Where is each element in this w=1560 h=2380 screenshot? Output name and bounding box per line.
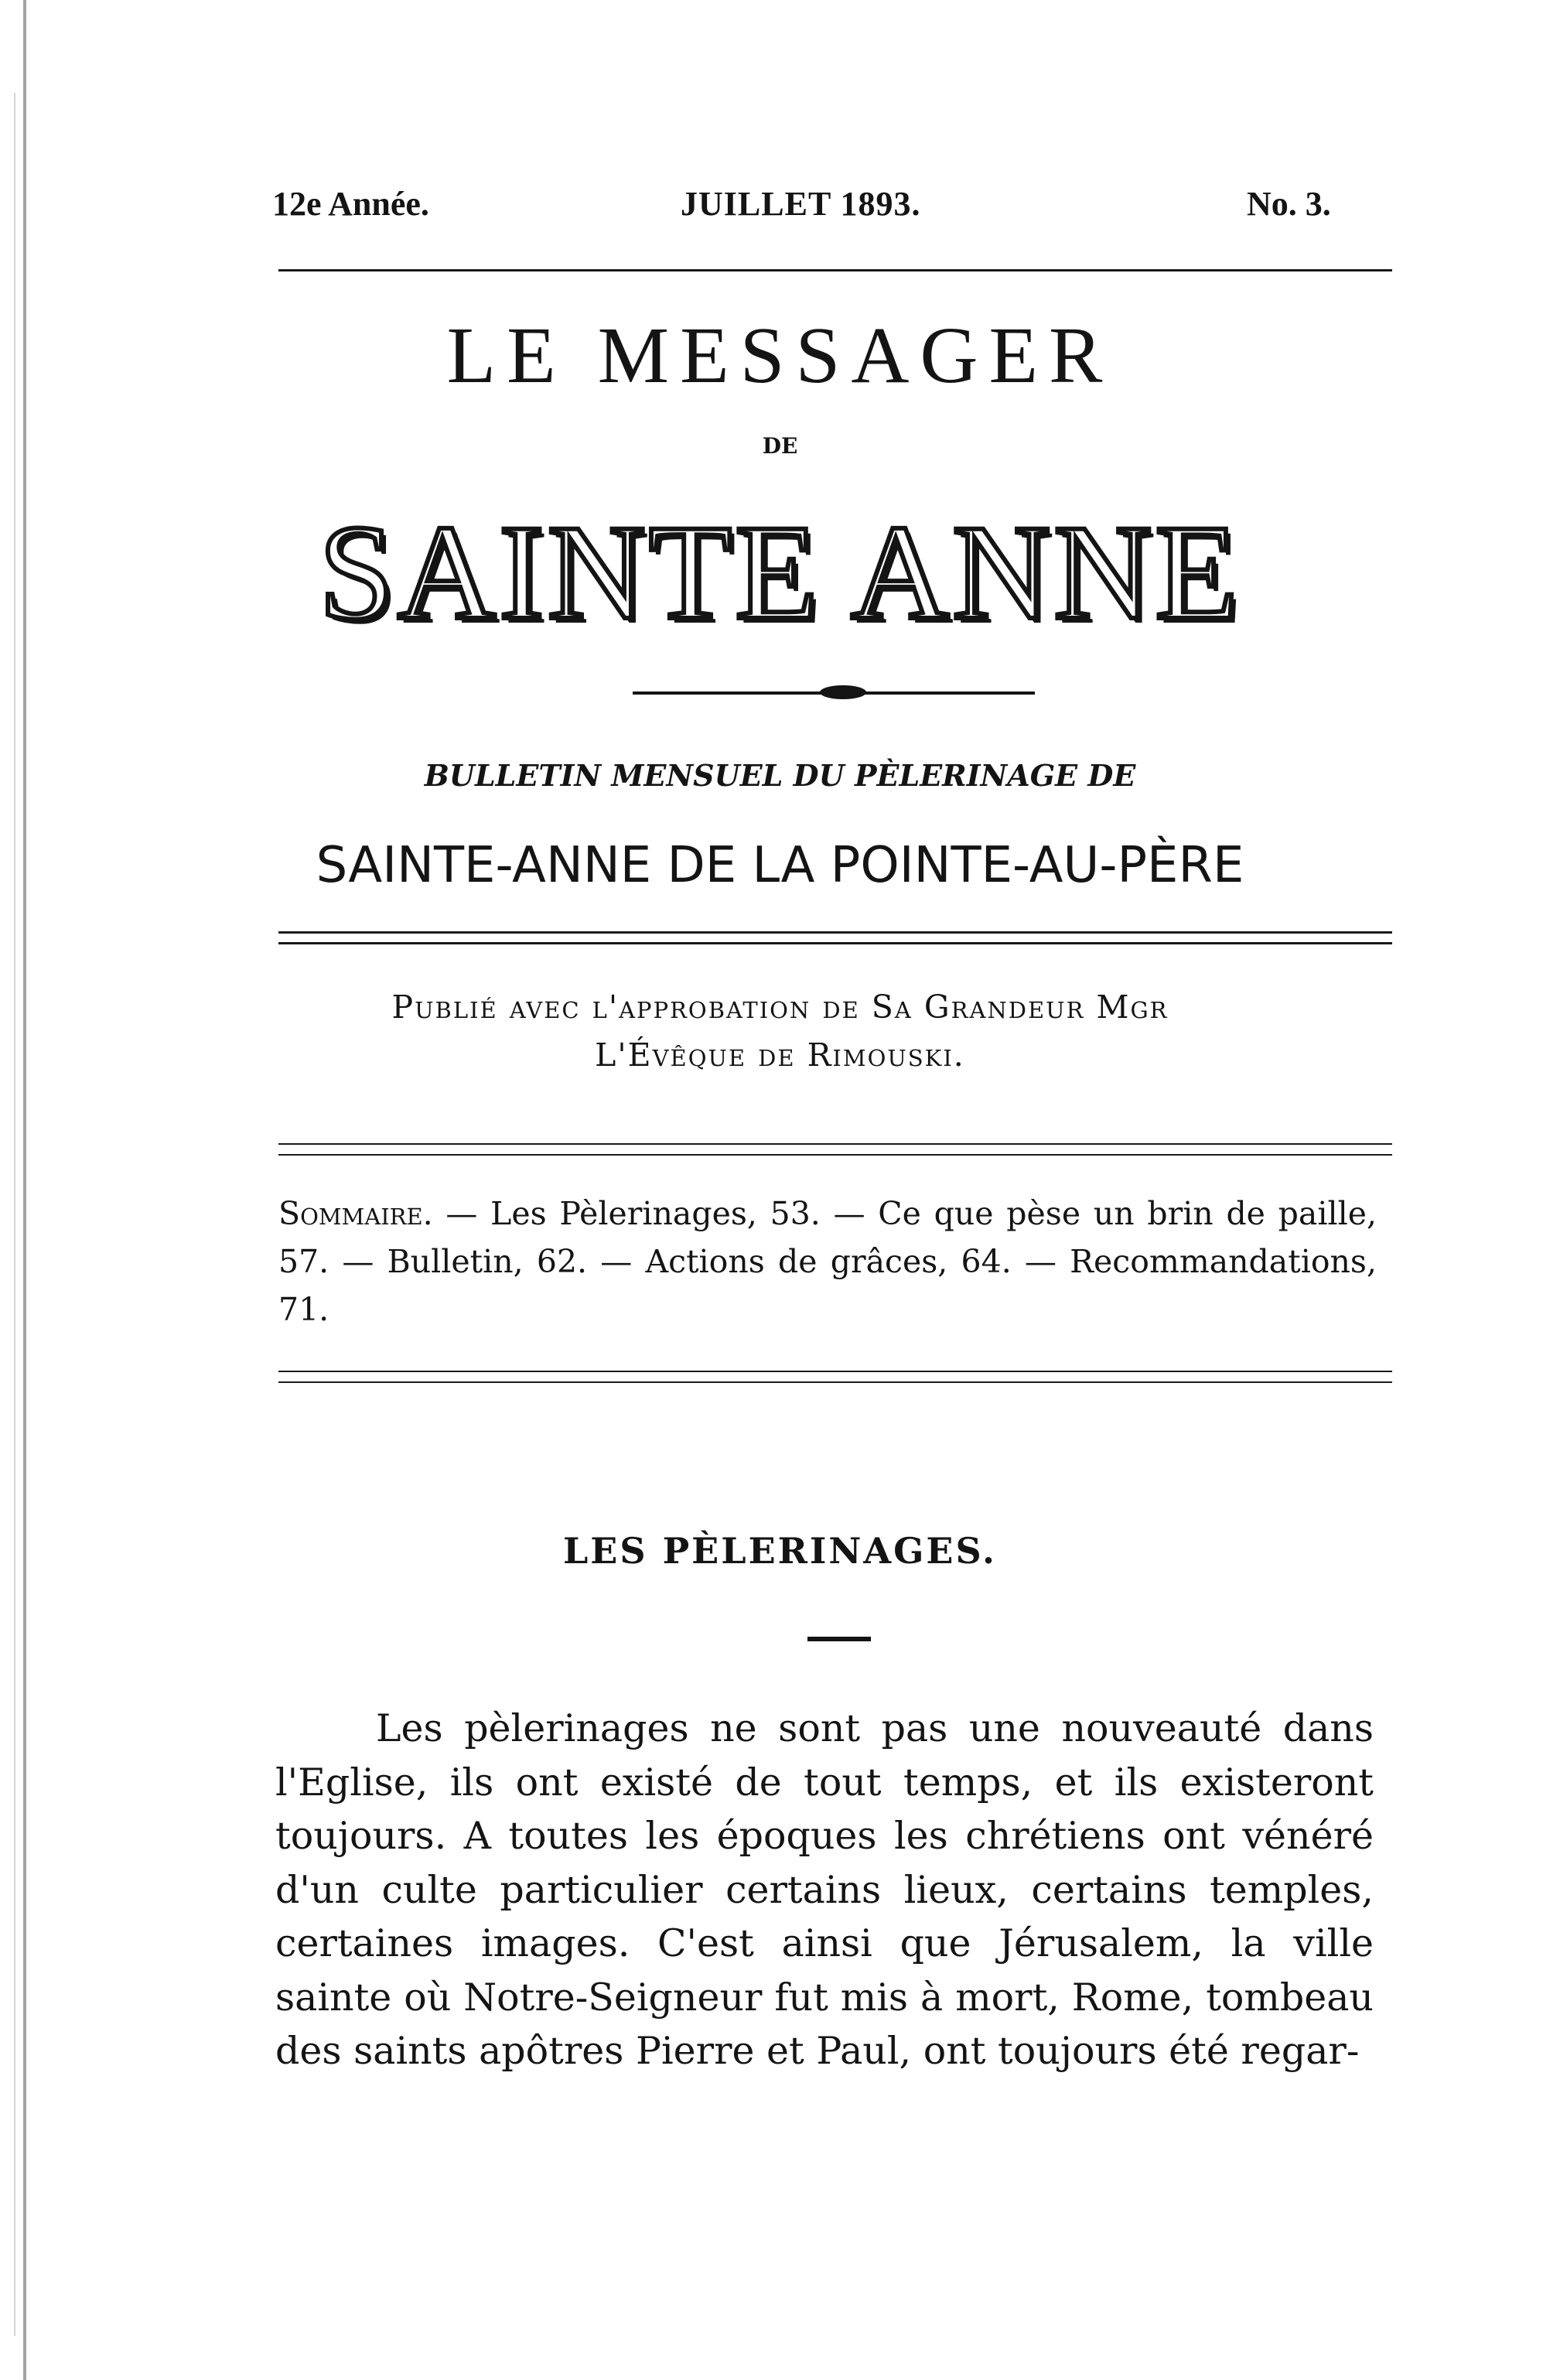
contents-rule-top <box>278 1371 1392 1372</box>
title-dash <box>807 1637 871 1641</box>
table-of-contents <box>278 1190 1377 1333</box>
issue-year: 12e Année. <box>272 185 429 223</box>
approval-rule-bottom <box>278 1154 1392 1156</box>
scan-edge-shadow <box>14 93 15 2336</box>
article-paragraph-text: Les pèlerinages ne sont pas une nouveauté dans l'Eglise, ils ont existé de tout temps, et ils existeront toujours. A toutes les époques les chrétiens ont vénéré d'un culte particulier certains lieux, certains temples, certaines images. C'est ainsi que Jérusalem, la ville sainte où Notre-Seigneur fut mis à mort, Rome, tombeau des saints apôtres Pierre et Paul, ont toujours été regar- <box>275 1706 1374 2073</box>
header-rule <box>278 269 1392 271</box>
sommaire-label: Sommaire. <box>278 1195 433 1232</box>
ornament-center <box>820 685 866 699</box>
masthead-title: LE MESSAGER <box>446 311 1114 400</box>
bulletin-subtitle: BULLETIN MENSUEL DU PÈLERINAGE DE <box>424 758 1136 793</box>
contents-rule-bottom <box>278 1381 1392 1383</box>
masthead-sainte-anne: SAINTE ANNE <box>319 497 1241 648</box>
place-rule-bottom <box>278 942 1392 944</box>
approval-rule-top <box>278 1143 1392 1145</box>
place-rule-top <box>278 931 1392 934</box>
approval-line-2: L'Évêque de Rimouski. <box>595 1036 965 1074</box>
issue-month: JUILLET 1893. <box>681 185 921 223</box>
masthead-de: DE <box>762 433 798 459</box>
pilgrimage-place: SAINTE-ANNE DE LA POINTE-AU-PÈRE <box>316 837 1244 894</box>
article-paragraph <box>275 1702 1374 2078</box>
article-title: LES PÈLERINAGES. <box>562 1530 998 1572</box>
approval-line-1: Publié avec l'approbation de Sa Grandeur Mgr <box>391 989 1169 1026</box>
sommaire-text: — Les Pèlerinages, 53. — Ce que pèse un brin de paille, 57. — Bulletin, 62. — Actions de grâces, 64. — Recommandations, 71. <box>278 1195 1377 1328</box>
issue-number: No. 3. <box>1247 185 1331 223</box>
